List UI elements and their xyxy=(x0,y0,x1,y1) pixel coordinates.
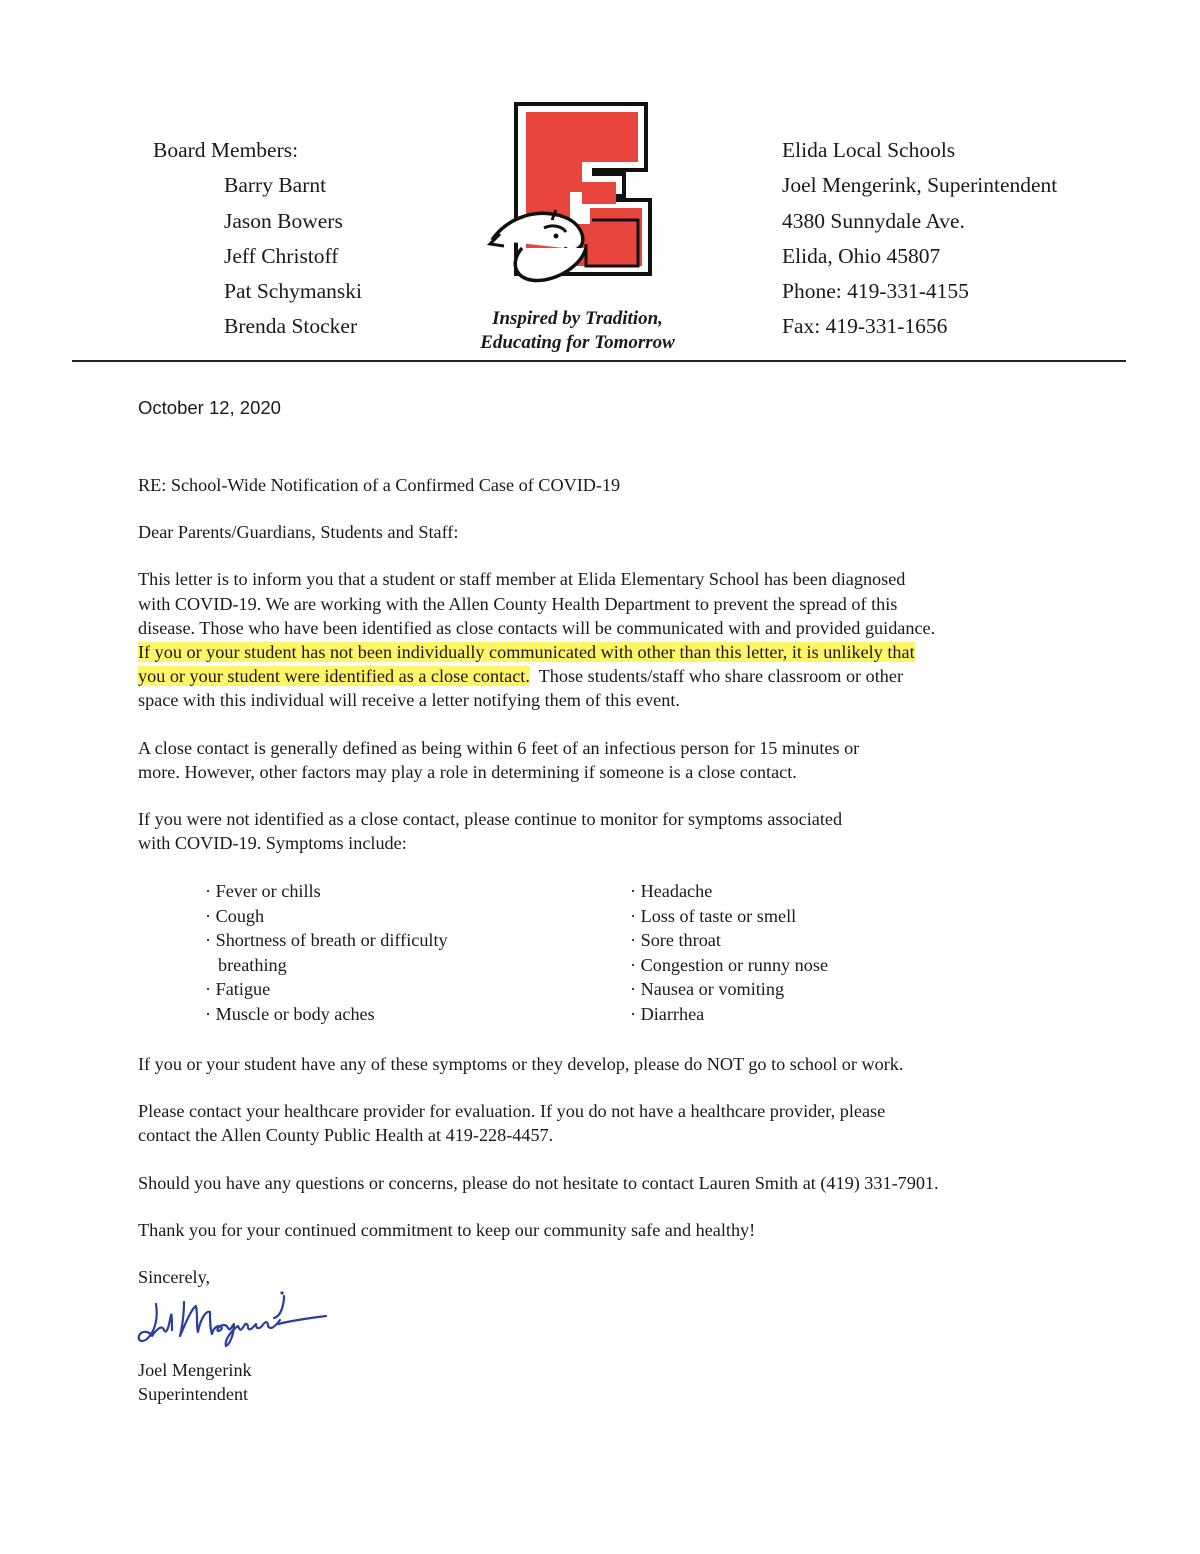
board-member: Jason Bowers xyxy=(224,208,343,233)
paragraph-line: with COVID-19. We are working with the Allen County Health Department to prevent the spread of this xyxy=(138,593,898,614)
signer-name: Joel Mengerink xyxy=(138,1360,252,1380)
symptom-item-continued: breathing xyxy=(218,954,287,975)
paragraph-contact-provider xyxy=(138,1099,1088,1147)
symptoms-list-left xyxy=(205,879,448,1027)
symptom-item: · Sore throat xyxy=(630,930,721,951)
paragraph-line: more. However, other factors may play a role in determining if someone is a close contact. xyxy=(138,761,797,782)
symptom-item: · Cough xyxy=(205,905,265,926)
letter-closing xyxy=(138,1052,1088,1289)
symptom-item: · Headache xyxy=(630,881,713,901)
paragraph-text: Those students/staff who share classroom or other xyxy=(529,666,904,687)
elida-logo-icon xyxy=(482,98,672,288)
board-member: Pat Schymanski xyxy=(224,279,362,304)
address-line: Elida, Ohio 45807 xyxy=(782,243,941,268)
letter-body xyxy=(138,473,1078,855)
school-tagline xyxy=(455,307,700,355)
address-line: 4380 Sunnydale Ave. xyxy=(782,208,965,233)
symptom-item: · Fever or chills xyxy=(205,881,321,901)
valediction: Sincerely, xyxy=(138,1267,211,1288)
paragraph-monitor-symptoms xyxy=(138,807,1078,855)
letter-subject: RE: School-Wide Notification of a Confirmed Case of COVID-19 xyxy=(138,475,621,495)
logo-bulldog-head xyxy=(492,213,583,250)
symptom-item: · Fatigue xyxy=(205,979,271,1000)
paragraph-line: This letter is to inform you that a student or staff member at Elida Elementary School has been diagnosed xyxy=(138,569,906,590)
tagline-line: Educating for Tomorrow xyxy=(480,332,675,353)
symptom-item: · Loss of taste or smell xyxy=(630,905,797,926)
address-line: Elida Local Schools xyxy=(782,138,956,162)
symptoms-list-right xyxy=(630,879,828,1027)
board-member: Jeff Christoff xyxy=(224,243,339,268)
paragraph-line: contact the Allen County Public Health at 419-228-4457. xyxy=(138,1125,554,1146)
symptom-item: · Nausea or vomiting xyxy=(630,979,785,1000)
signer-title: Superintendent xyxy=(138,1384,249,1405)
letter-salutation: Dear Parents/Guardians, Students and Staff: xyxy=(138,522,459,543)
paragraph-line: with COVID-19. Symptoms include: xyxy=(138,833,407,854)
address-line: Joel Mengerink, Superintendent xyxy=(782,173,1058,198)
board-member: Brenda Stocker xyxy=(224,314,358,339)
signer-block xyxy=(138,1358,252,1407)
paragraph-line xyxy=(138,640,1078,664)
handwritten-signature xyxy=(134,1290,329,1350)
school-address-block xyxy=(782,133,1057,345)
address-line: Phone: 419-331-4155 xyxy=(782,279,969,304)
paragraph-line: space with this individual will receive a letter notifying them of this event. xyxy=(138,690,680,711)
paragraph-thank-you: Thank you for your continued commitment to keep our community safe and healthy! xyxy=(138,1219,756,1240)
paragraph-stay-home: If you or your student have any of these symptoms or they develop, please do NOT go to school or work. xyxy=(138,1054,904,1074)
symptom-item: · Muscle or body aches xyxy=(205,1003,375,1024)
highlighted-text: you or your student were identified as a close contact. xyxy=(138,666,530,687)
paragraph-close-contact-definition xyxy=(138,736,1078,784)
paragraph-line: If you were not identified as a close contact, please continue to monitor for symptoms associated xyxy=(138,809,843,830)
board-member: Barry Barnt xyxy=(224,173,327,198)
header-divider xyxy=(72,360,1126,362)
symptom-item: · Shortness of breath or difficulty xyxy=(205,930,448,951)
signature-icon xyxy=(134,1290,329,1350)
tagline-line: Inspired by Tradition, xyxy=(492,308,663,329)
paragraph-line: A close contact is generally defined as being within 6 feet of an infectious person for 15 minutes or xyxy=(138,737,860,758)
board-members-block xyxy=(153,133,362,345)
paragraph-line: disease. Those who have been identified as close contacts will be communicated with and provided guidance. xyxy=(138,617,936,638)
highlighted-text: If you or your student has not been individually communicated with other than this letter, it is unlikely that xyxy=(138,642,915,663)
symptom-item: · Congestion or runny nose xyxy=(630,954,829,975)
paragraph-questions: Should you have any questions or concerns, please do not hesitate to contact Lauren Smith at (419) 331-7901. xyxy=(138,1172,939,1193)
symptom-item: · Diarrhea xyxy=(630,1003,705,1024)
board-title: Board Members: xyxy=(153,138,299,162)
paragraph-line xyxy=(138,664,1078,688)
paragraph-notification xyxy=(138,567,1078,712)
paragraph-line: Please contact your healthcare provider for evaluation. If you do not have a healthcare provider, please xyxy=(138,1101,886,1122)
letter-date: October 12, 2020 xyxy=(138,397,281,418)
address-line: Fax: 419-331-1656 xyxy=(782,314,948,339)
